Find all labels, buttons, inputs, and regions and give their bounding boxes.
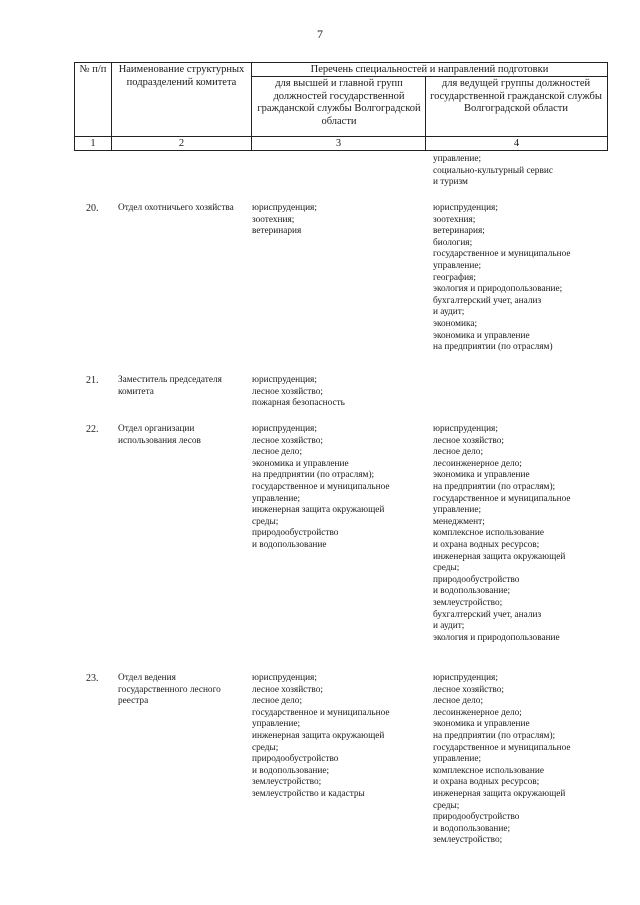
row-23-name: Отдел ведения государственного лесного реестра <box>118 673 221 707</box>
row-20-number: 20. <box>86 203 99 214</box>
header-bottom-border <box>74 136 608 137</box>
header-col-leading: для ведущей группы должностей государственной гражданской службы Волгоградской области <box>430 78 602 114</box>
col-index-4: 4 <box>513 138 520 149</box>
header-col-name: Наименование структурных подразделений комитета <box>118 64 245 88</box>
row-21-col3: юриспруденция; лесное хозяйство; пожарная безопасность <box>252 375 345 409</box>
row-20-name: Отдел охотничьего хозяйства <box>118 203 234 213</box>
row-20-col3: юриспруденция; зоотехния; ветеринария <box>252 203 317 237</box>
col-index-1: 1 <box>90 138 96 149</box>
row-22-number: 22. <box>86 424 99 435</box>
row-22-col3: юриспруденция; лесное хозяйство; лесное дело; экономика и управление на предприятии (по отраслям); государственное и муниципальное управление; инженерная защита окружающей среды; природообустройство и водопользование <box>252 424 390 550</box>
header-top-border <box>74 62 608 63</box>
page-number: 7 <box>317 27 323 41</box>
header-col-number: № п/п <box>79 64 107 75</box>
carryover-col4: управление; социально-культурный сервис и туризм <box>433 154 553 188</box>
vline-right <box>607 62 608 151</box>
row-22-col4: юриспруденция; лесное хозяйство; лесное дело; лесоинженерное дело; экономика и управление на предприятии (по отраслям); государственное и муниципальное управление; менеджмент; комплексное использование и охрана водных ресурсов; инженерная защита окружающей среды; природообустройство и водопользование; землеустройство; бухгалтерский учет, анализ и аудит; экология и природопользование <box>433 424 571 643</box>
row-23-col3: юриспруденция; лесное хозяйство; лесное дело; государственное и муниципальное управление; инженерная защита окружающей среды; природообустройство и водопользование; землеустройство; землеустройство и кадастры <box>252 673 390 799</box>
header-group-title: Перечень специальностей и направлений подготовки <box>310 64 549 75</box>
row-23-col4: юриспруденция; лесное хозяйство; лесное дело; лесоинженерное дело; экономика и управление на предприятии (по отраслям); государственное и муниципальное управление; комплексное использование и охрана водных ресурсов; инженерная защита окружающей среды; природообустройство и водопользование; землеустройство; <box>433 673 571 846</box>
row-21-number: 21. <box>86 375 99 386</box>
col-index-2: 2 <box>178 138 185 149</box>
header-col-senior: для высшей и главной групп должностей государственной гражданской службы Волгоградской области <box>257 78 421 127</box>
col-index-3: 3 <box>335 138 342 149</box>
row-22-name: Отдел организации использования лесов <box>118 424 201 446</box>
row-23-number: 23. <box>86 673 99 684</box>
row-21-name: Заместитель председателя комитета <box>118 375 222 397</box>
row-20-col4: юриспруденция; зоотехния; ветеринария; биология; государственное и муниципальное управление; география; экология и природопользование; бухгалтерский учет, анализ и аудит; экономика; экономика и управление на предприятии (по отраслям) <box>433 203 571 353</box>
